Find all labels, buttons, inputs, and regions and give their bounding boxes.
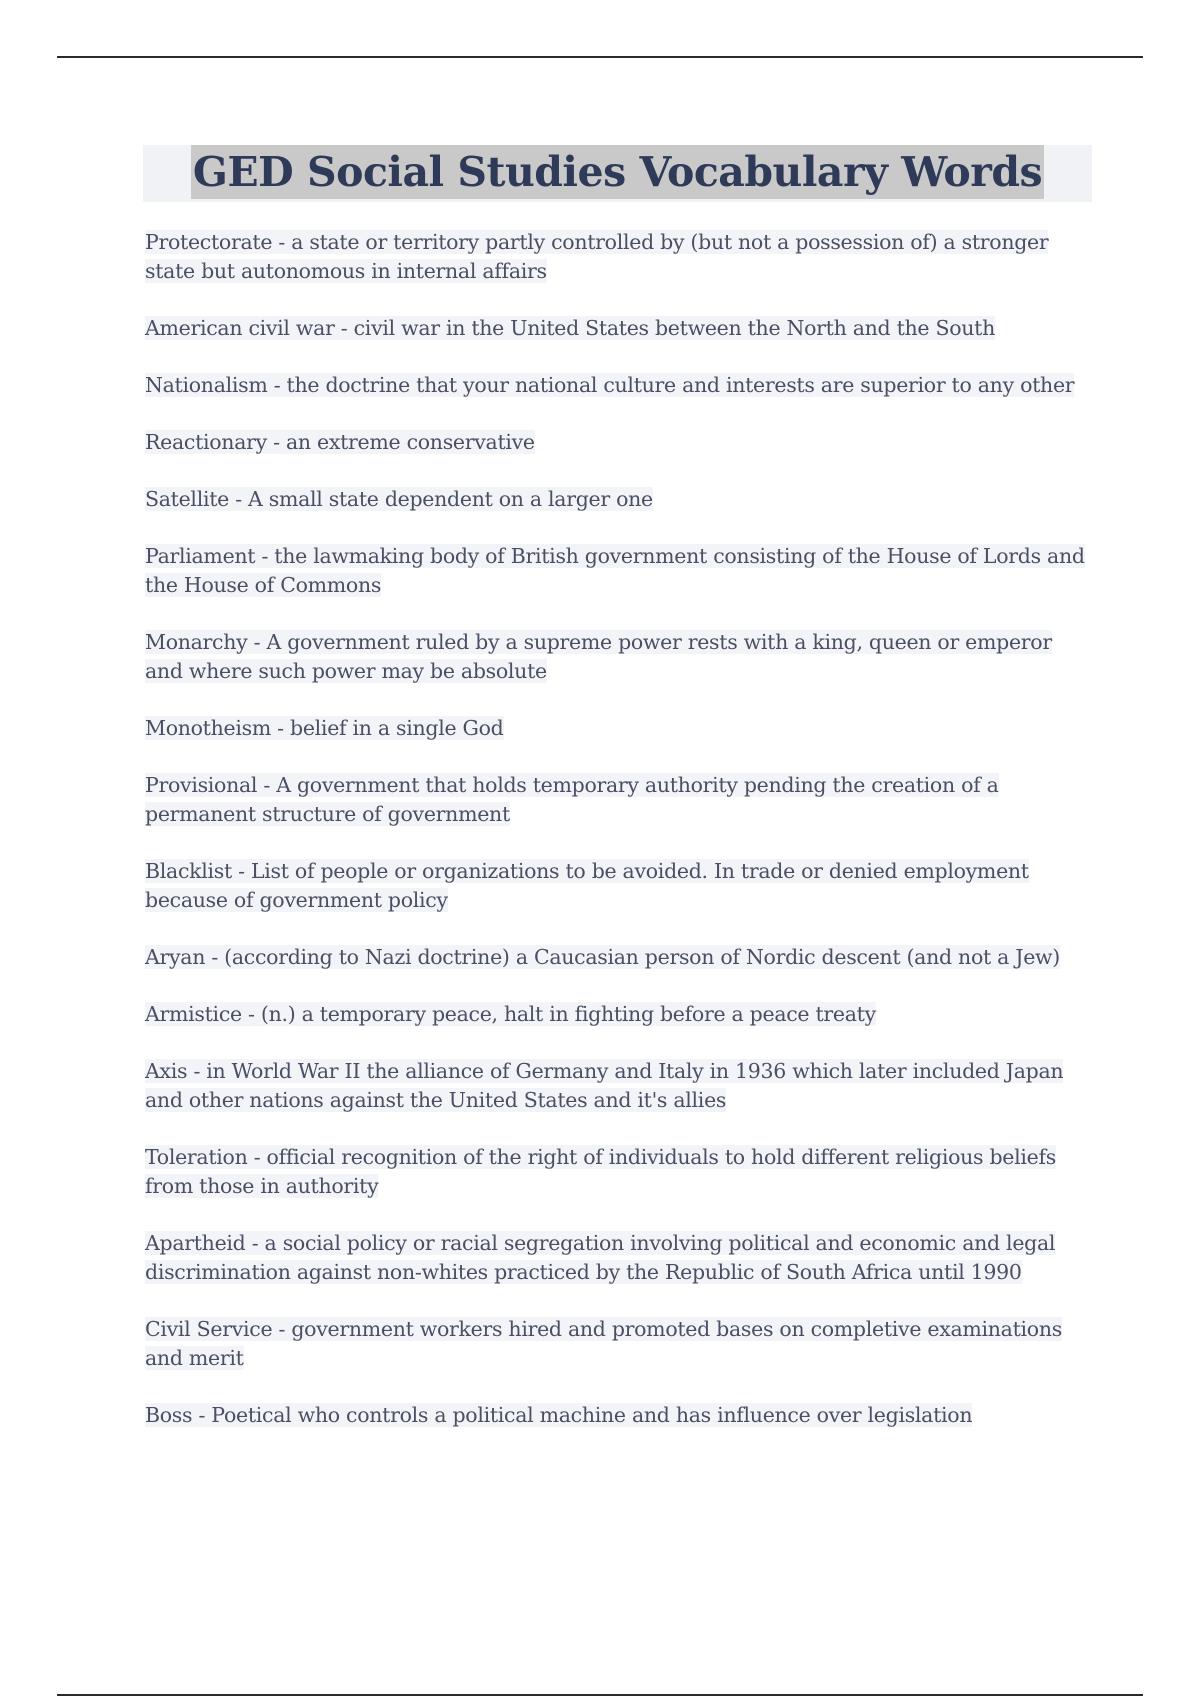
document-title: GED Social Studies Vocabulary Words [143, 145, 1092, 202]
vocabulary-entry: Toleration - official recognition of the right of individuals to hold different religious beliefs from those in authority [145, 1145, 1056, 1198]
vocabulary-entry: Provisional - A government that holds temporary authority pending the creation of a permanent structure of government [145, 773, 999, 826]
vocabulary-entry: Axis - in World War II the alliance of Germany and Italy in 1936 which later included Japan and other nations against the United States and it's allies [145, 1059, 1064, 1112]
vocabulary-entry: Blacklist - List of people or organizations to be avoided. In trade or denied employment because of government policy [145, 859, 1029, 912]
vocabulary-entry: Apartheid - a social policy or racial segregation involving political and economic and legal discrimination against non-whites practiced by the Republic of South Africa until 1990 [145, 1231, 1056, 1284]
vocabulary-entry: Boss - Poetical who controls a political machine and has influence over legislation [145, 1403, 973, 1427]
vocabulary-list [145, 228, 1085, 1458]
vocabulary-entry: Parliament - the lawmaking body of British government consisting of the House of Lords and the House of Commons [145, 544, 1085, 597]
vocabulary-entry: Monarchy - A government ruled by a supreme power rests with a king, queen or emperor and where such power may be absolute [145, 630, 1052, 683]
vocabulary-entry: Protectorate - a state or territory partly controlled by (but not a possession of) a stronger state but autonomous in internal affairs [145, 230, 1049, 283]
vocabulary-entry: Nationalism - the doctrine that your national culture and interests are superior to any other [145, 373, 1075, 397]
vocabulary-entry: Reactionary - an extreme conservative [145, 430, 535, 454]
top-rule [57, 56, 1143, 58]
vocabulary-entry: Monotheism - belief in a single God [145, 716, 504, 740]
vocabulary-entry: American civil war - civil war in the United States between the North and the South [145, 316, 996, 340]
bottom-rule [57, 1694, 1143, 1696]
title-band [143, 145, 1092, 202]
vocabulary-entry: Civil Service - government workers hired and promoted bases on completive examinations and merit [145, 1317, 1062, 1370]
vocabulary-entry: Satellite - A small state dependent on a larger one [145, 487, 653, 511]
vocabulary-entry: Armistice - (n.) a temporary peace, halt in fighting before a peace treaty [145, 1002, 876, 1026]
vocabulary-entry: Aryan - (according to Nazi doctrine) a Caucasian person of Nordic descent (and not a Jew) [145, 945, 1060, 969]
